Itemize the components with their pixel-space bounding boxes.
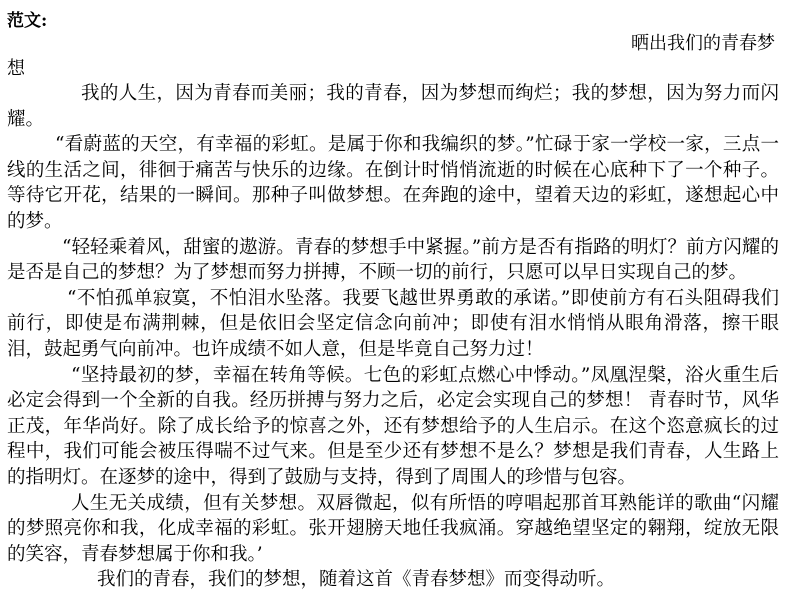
paragraph-1: 我的人生，因为青春而美丽；我的青春，因为梦想而绚烂；我的梦想，因为努力而闪耀。 [7,83,779,130]
essay-title: 晒出我们的青春梦 [631,33,775,54]
document-label: 范文: [7,11,48,31]
essay-title-continuation: 想 [7,58,25,79]
paragraph-4: “不怕孤单寂寞，不怕泪水坠落。我要飞越世界勇敢的承诺。”即使前方有石头阻碍我们前行，即使是布满荆棘，但是依旧会坚定信念向前冲；即使有泪水悄悄从眼角滑落，擦干眼泪，鼓起勇气向前冲。也许成绩不如人意，但是毕竟自己努力过！ [7,287,779,360]
paragraph-7: 我们的青春，我们的梦想，随着这首《青春梦想》而变得动听。 [97,569,616,591]
paragraph-5: “坚持最初的梦，幸福在转角等候。七色的彩虹点燃心中悸动。”凤凰涅槃，浴火重生后必定会得到一个全新的自我。经历拼搏与努力之后，必定会实现自己的梦想！ 青春时节，风华正茂，年华尚好。除了成长给予的惊喜之外，还有梦想给予的人生启示。在这个恣意疯长的过程中，我们可能会被压得喘不过气来。但是至少还有梦想不是么？梦想是我们青春，人生路上的指明灯。在逐梦的途中，得到了鼓励与支持，得到了周围人的珍惜与包容。 [7,364,779,488]
document-page [7,10,779,593]
paragraph-6: 人生无关成绩，但有关梦想。双唇微起，似有所悟的哼唱起那首耳熟能详的歌曲“闪耀的梦照亮你和我，化成幸福的彩虹。张开翅膀天地任我疯涌。穿越绝望坚定的翱翔，绽放无限的笑容，青春梦想属于你和我。’ [7,492,779,565]
paragraph-2: “看蔚蓝的天空，有幸福的彩虹。是属于你和我编织的梦。”忙碌于家一学校一家，三点一线的生活之间，徘徊于痛苦与快乐的边缘。在倒计时悄悄流逝的时候在心底种下了一个种子。等待它开花，结果的一瞬间。那种子叫做梦想。在奔跑的途中，望着天边的彩虹，遂想起心中的梦。 [7,134,779,232]
paragraph-3: “轻轻乘着风，甜蜜的遨游。青春的梦想手中紧握。”前方是否有指路的明灯？前方闪耀的是否是自己的梦想？为了梦想而努力拼搏，不顾一切的前行，只愿可以早日实现自己的梦。 [7,236,779,284]
